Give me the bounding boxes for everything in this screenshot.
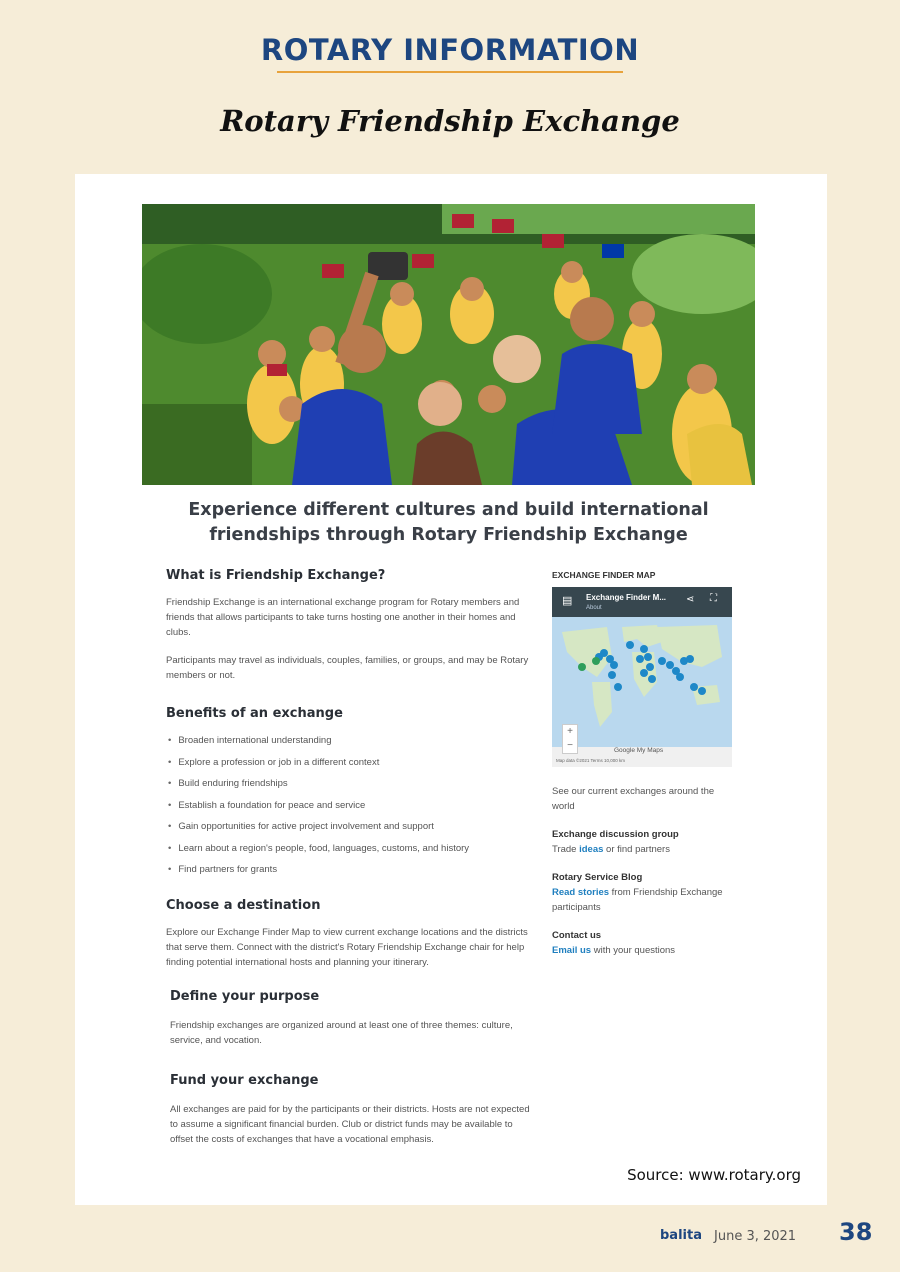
- purpose-paragraph: [170, 1018, 513, 1048]
- service-blog: [552, 870, 742, 915]
- blog-title: Rotary Service Blog: [552, 872, 643, 883]
- fullscreen-icon[interactable]: ⛶: [710, 593, 717, 604]
- text-line: Participants may travel as individuals, couples, families, or groups, and may be Rotary: [166, 655, 529, 666]
- list-item: • Build enduring friendships: [168, 773, 469, 795]
- list-item: • Find partners for grants: [168, 859, 469, 881]
- layers-icon[interactable]: ▤: [562, 595, 573, 607]
- text-line: members or not.: [166, 670, 236, 681]
- map-about[interactable]: About: [586, 605, 602, 611]
- map-toolbar: [552, 587, 732, 617]
- list-item: • Establish a foundation for peace and service: [168, 795, 469, 817]
- text-line: Explore our Exchange Finder Map to view current exchange locations and the districts: [166, 927, 528, 938]
- contact-title: Contact us: [552, 930, 602, 941]
- source-credit: Source: www.rotary.org: [627, 1166, 801, 1184]
- article-title: Rotary Friendship Exchange: [220, 104, 680, 138]
- contact-post: with your questions: [591, 945, 676, 956]
- destination-heading: Choose a destination: [166, 898, 321, 913]
- text-line: Friendship exchanges are organized around at least one of three themes: culture,: [170, 1020, 513, 1031]
- google-logo: Google My Maps: [614, 747, 664, 754]
- zoom-controls[interactable]: [562, 724, 578, 754]
- list-item: • Explore a profession or job in a different context: [168, 752, 469, 774]
- read-stories-link[interactable]: Read stories: [552, 887, 610, 898]
- zoom-in-icon[interactable]: +: [567, 726, 573, 737]
- fund-paragraph: [170, 1102, 530, 1147]
- discussion-pre: Trade: [552, 844, 580, 855]
- text-line: friends that allows participants to take turns hosting one another in their homes and: [166, 612, 516, 623]
- headline: [142, 498, 755, 548]
- ideas-link[interactable]: ideas: [579, 844, 604, 855]
- page-number: 38: [839, 1218, 873, 1246]
- map-caption: [552, 784, 742, 814]
- text-line: Friendship Exchange is an international exchange program for Rotary members and: [166, 597, 520, 608]
- map-title: Exchange Finder M...: [586, 593, 667, 602]
- text-line: world: [552, 801, 575, 812]
- blog-post-2: participants: [552, 902, 601, 913]
- footer-date: June 3, 2021: [714, 1229, 797, 1244]
- blog-post: from Friendship Exchange: [609, 887, 723, 898]
- email-us-link[interactable]: Email us: [552, 945, 592, 956]
- map-attribution: Map data ©2021 Terms 10,000 km: [556, 758, 626, 763]
- zoom-out-icon[interactable]: −: [567, 740, 573, 751]
- text-line: finding potential international hosts and planning your itinerary.: [166, 957, 429, 968]
- contact-us: [552, 928, 742, 958]
- list-item: • Learn about a region's people, food, languages, customs, and history: [168, 838, 469, 860]
- text-line: clubs.: [166, 627, 191, 638]
- title-underline: [277, 71, 623, 73]
- map-label: EXCHANGE FINDER MAP: [552, 570, 656, 580]
- headline-line-2: friendships through Rotary Friendship Exchange: [209, 525, 688, 545]
- what-is-paragraph-2: [166, 653, 528, 683]
- text-line: All exchanges are paid for by the participants or their districts. Hosts are not expected: [170, 1104, 530, 1115]
- discussion-title: Exchange discussion group: [552, 829, 679, 840]
- text-line: that serve them. Connect with the district's Rotary Friendship Exchange chair for help: [166, 942, 525, 953]
- benefits-heading: Benefits of an exchange: [166, 706, 343, 721]
- fund-heading: Fund your exchange: [170, 1073, 319, 1088]
- text-line: to assume a significant financial burden. Club or district funds may be available to: [170, 1119, 513, 1130]
- text-line: See our current exchanges around the: [552, 786, 715, 797]
- discussion-group: [552, 827, 742, 857]
- benefits-list: [168, 730, 469, 881]
- footer-brand: balita: [660, 1228, 702, 1243]
- list-item: • Broaden international understanding: [168, 730, 469, 752]
- what-is-heading: What is Friendship Exchange?: [166, 568, 386, 583]
- headline-line-1: Experience different cultures and build international: [188, 500, 709, 520]
- photo-illustration: [142, 204, 755, 485]
- text-line: service, and vocation.: [170, 1035, 262, 1046]
- list-item: • Gain opportunities for active project involvement and support: [168, 816, 469, 838]
- share-icon[interactable]: ⋖: [686, 594, 695, 605]
- what-is-paragraph-1: [166, 595, 519, 640]
- section-title: ROTARY INFORMATION: [260, 33, 640, 67]
- purpose-heading: Define your purpose: [170, 989, 320, 1004]
- discussion-post: or find partners: [603, 844, 670, 855]
- exchange-finder-map[interactable]: [552, 587, 732, 767]
- group-selfie-photo: [142, 204, 755, 485]
- destination-paragraph: [166, 925, 528, 970]
- text-line: offset the costs of exchanges that have a vocational emphasis.: [170, 1134, 434, 1145]
- content-card: [75, 174, 827, 1205]
